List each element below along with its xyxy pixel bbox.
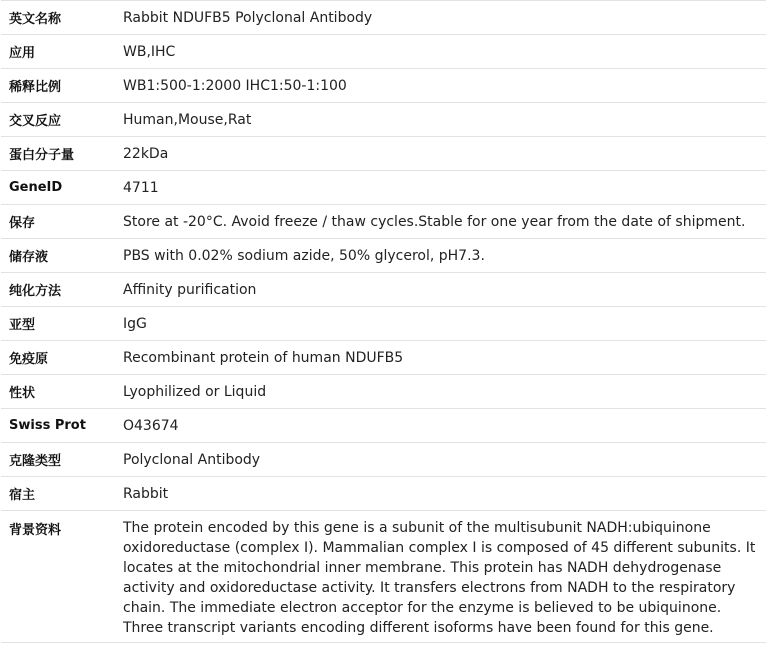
- spec-label: 英文名称: [1, 1, 113, 35]
- spec-row-host: [1, 477, 766, 511]
- spec-value: 4711: [113, 171, 766, 205]
- spec-row-clonality: [1, 443, 766, 477]
- spec-value: PBS with 0.02% sodium azide, 50% glycerol, pH7.3.: [113, 239, 766, 273]
- spec-row-storage: [1, 205, 766, 239]
- spec-label: 稀释比例: [1, 69, 113, 103]
- spec-label: 性状: [1, 375, 113, 409]
- spec-label: 储存液: [1, 239, 113, 273]
- spec-row-form: [1, 375, 766, 409]
- spec-row-isotype: [1, 307, 766, 341]
- spec-table-body: [1, 1, 766, 643]
- spec-label: 免疫原: [1, 341, 113, 375]
- spec-row-english-name: [1, 1, 766, 35]
- spec-label: 保存: [1, 205, 113, 239]
- spec-value: IgG: [113, 307, 766, 341]
- spec-row-molecular-weight: [1, 137, 766, 171]
- spec-row-application: [1, 35, 766, 69]
- spec-value: Store at -20°C. Avoid freeze / thaw cycles.Stable for one year from the date of shipment.: [113, 205, 766, 239]
- product-spec-table: [1, 0, 766, 643]
- spec-label: 纯化方法: [1, 273, 113, 307]
- spec-label: 蛋白分子量: [1, 137, 113, 171]
- spec-label: 克隆类型: [1, 443, 113, 477]
- spec-value: O43674: [113, 409, 766, 443]
- spec-label: 应用: [1, 35, 113, 69]
- spec-value: WB,IHC: [113, 35, 766, 69]
- spec-label: GeneID: [1, 171, 113, 205]
- spec-value: WB1:500-1:2000 IHC1:50-1:100: [113, 69, 766, 103]
- spec-value: Recombinant protein of human NDUFB5: [113, 341, 766, 375]
- spec-row-purification: [1, 273, 766, 307]
- spec-row-storage-buffer: [1, 239, 766, 273]
- spec-value: Rabbit NDUFB5 Polyclonal Antibody: [113, 1, 766, 35]
- spec-value: Lyophilized or Liquid: [113, 375, 766, 409]
- spec-label: 交叉反应: [1, 103, 113, 137]
- spec-value: 22kDa: [113, 137, 766, 171]
- spec-value: Polyclonal Antibody: [113, 443, 766, 477]
- spec-row-dilution: [1, 69, 766, 103]
- spec-value: Human,Mouse,Rat: [113, 103, 766, 137]
- spec-row-gene-id: [1, 171, 766, 205]
- spec-label: 宿主: [1, 477, 113, 511]
- spec-label: 亚型: [1, 307, 113, 341]
- spec-row-cross-reactivity: [1, 103, 766, 137]
- spec-label: Swiss Prot: [1, 409, 113, 443]
- spec-row-immunogen: [1, 341, 766, 375]
- spec-value: Affinity purification: [113, 273, 766, 307]
- spec-label: 背景资料: [1, 511, 113, 643]
- spec-row-swiss-prot: [1, 409, 766, 443]
- spec-row-background: [1, 511, 766, 643]
- spec-value: Rabbit: [113, 477, 766, 511]
- spec-value-background: The protein encoded by this gene is a subunit of the multisubunit NADH:ubiquinone oxidoreductase (complex I). Mammalian complex I is composed of 45 different subunits. It locates at the mitochondrial inner membrane. This protein has NADH dehydrogenase activity and oxidoreductase activity. It transfers electrons from NADH to the respiratory chain. The immediate electron acceptor for the enzyme is believed to be ubiquinone. Three transcript variants encoding different isoforms have been found for this gene.: [113, 511, 766, 643]
